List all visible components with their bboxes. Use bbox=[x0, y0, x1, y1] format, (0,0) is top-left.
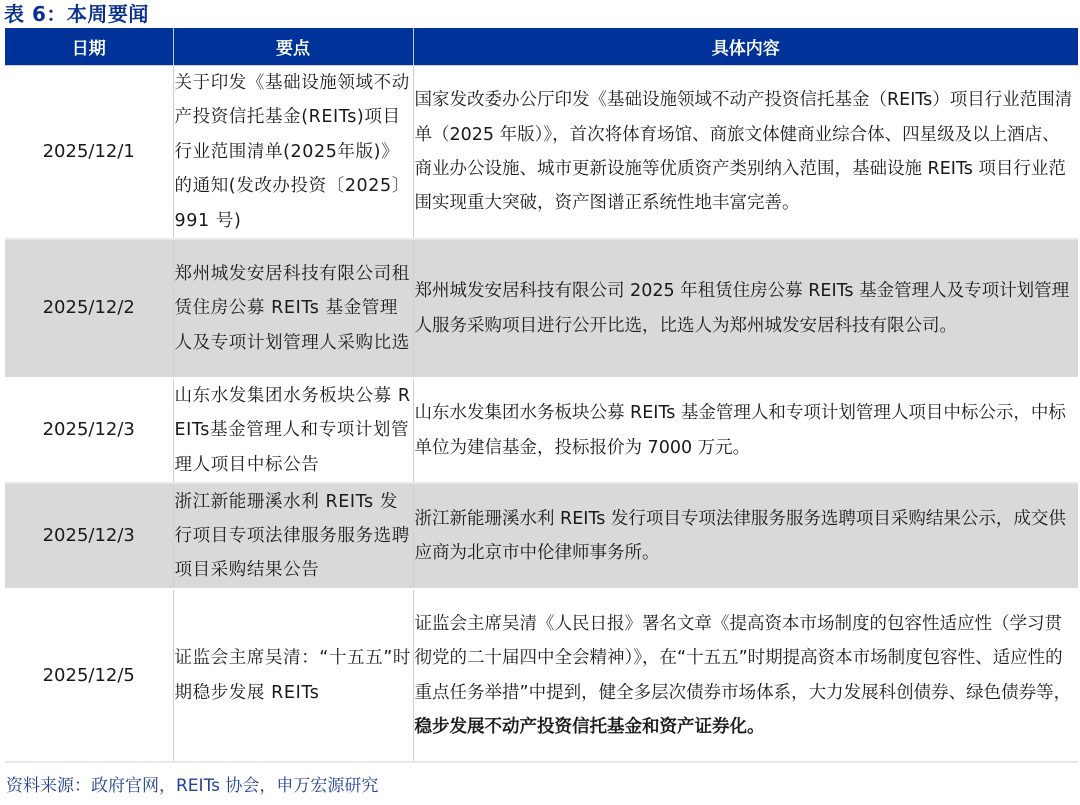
table-title: 表 6：本周要闻 bbox=[4, 2, 149, 26]
table-row bbox=[5, 589, 1078, 762]
detail-bold-text: 稳步发展不动产投资信托基金和资产证券化。 bbox=[414, 717, 765, 738]
cell-date: 2025/12/3 bbox=[5, 483, 173, 589]
table-row bbox=[5, 239, 1078, 378]
cell-key-point: 山东水发集团水务板块公募 REITs基金管理人和专项计划管理人项目中标公告 bbox=[173, 378, 413, 483]
cell-detail bbox=[413, 66, 1078, 240]
table-row bbox=[5, 483, 1078, 589]
cell-date: 2025/12/2 bbox=[5, 239, 173, 378]
cell-detail bbox=[413, 483, 1078, 589]
column-header-key-point: 要点 bbox=[173, 28, 413, 66]
cell-date: 2025/12/5 bbox=[5, 589, 173, 762]
source-note: 资料来源：政府官网，REITs 协会，申万宏源研究 bbox=[6, 776, 379, 796]
cell-detail bbox=[413, 378, 1078, 483]
cell-date: 2025/12/3 bbox=[5, 378, 173, 483]
cell-key-point: 郑州城发安居科技有限公司租赁住房公募 REITs 基金管理人及专项计划管理人采购比选 bbox=[173, 239, 413, 378]
column-header-detail: 具体内容 bbox=[413, 28, 1078, 66]
detail-text: 证监会主席吴清《人民日报》署名文章《提高资本市场制度的包容性适应性（学习贯彻党的二十届四中全会精神）》，在“十五五”时期提高资本市场制度包容性、适应性的重点任务举措”中提到，健全多层次债券市场体系，大力发展科创债券、绿色债券等， bbox=[414, 613, 1072, 703]
table-row bbox=[5, 378, 1078, 483]
cell-key-point: 关于印发《基础设施领域不动产投资信托基金(REITs)项目行业范围清单(2025年版)》的通知(发改办投资〔2025〕991 号) bbox=[173, 66, 413, 240]
detail-text: 浙江新能珊溪水利 REITs 发行项目专项法律服务服务选聘项目采购结果公示，成交供应商为北京市中伦律师事务所。 bbox=[414, 508, 1066, 564]
cell-detail bbox=[413, 589, 1078, 762]
cell-key-point: 浙江新能珊溪水利 REITs 发行项目专项法律服务服务选聘项目采购结果公告 bbox=[173, 483, 413, 589]
weekly-news-table bbox=[5, 28, 1078, 763]
cell-date: 2025/12/1 bbox=[5, 66, 173, 240]
detail-text: 山东水发集团水务板块公募 REITs 基金管理人和专项计划管理人项目中标公示，中标单位为建信基金，投标报价为 7000 万元。 bbox=[414, 403, 1066, 458]
cell-detail bbox=[413, 239, 1078, 378]
table-row bbox=[5, 66, 1078, 240]
cell-key-point: 证监会主席吴清：“十五五”时期稳步发展 REITs bbox=[173, 589, 413, 762]
table-header-row bbox=[5, 28, 1078, 66]
detail-text: 郑州城发安居科技有限公司 2025 年租赁住房公募 REITs 基金管理人及专项计划管理人服务采购项目进行公开比选，比选人为郑州城发安居科技有限公司。 bbox=[414, 281, 1070, 336]
column-header-date: 日期 bbox=[5, 28, 173, 66]
detail-text: 国家发改委办公厅印发《基础设施领域不动产投资信托基金（REITs）项目行业范围清单（2025 年版）》，首次将体育场馆、商旅文体健商业综合体、四星级及以上酒店、商业办公设施、城市更新设施等优质资产类别纳入范围，基础设施 REITs 项目行业范围实现重大突破，资产图谱正系统性地丰富完善。 bbox=[414, 90, 1073, 214]
